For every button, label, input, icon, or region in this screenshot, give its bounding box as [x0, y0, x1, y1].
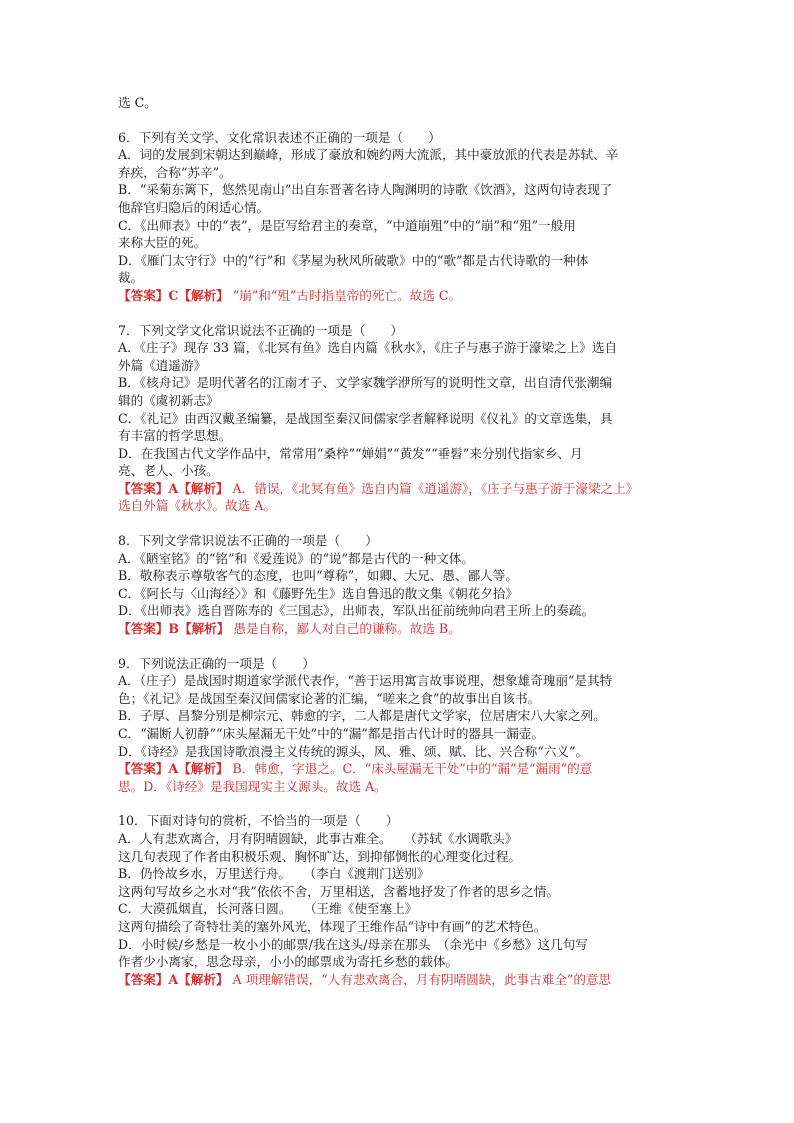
option-line: 作者少小离家，思念母亲，小小的邮票成为寄托乡愁的载体。: [118, 954, 459, 970]
question-block: [118, 812, 690, 988]
option-line: A．《庄子》现存 33 篇，《北冥有鱼》选自内篇《秋水》，《庄子与惠子游于濠梁之上》选自: [118, 340, 618, 356]
question-list: [118, 129, 690, 989]
answer-line: [118, 287, 690, 305]
option-line: 来称大臣的死。: [118, 235, 207, 251]
option-line: C．《出师表》中的“表”，是臣写给君主的奏章，“中道崩殂”中的“崩”和“殂”一般用: [118, 217, 576, 233]
option-line: A．人有悲欢离合，月有阴晴圆缺，此事古难全。 （苏轼《水调歌头》: [118, 830, 518, 846]
question-block: [118, 532, 690, 638]
option-line: C．《礼记》由西汉戴圣编纂，是战国至秦汉间儒家学者解释说明《仪礼》的文章选集，具: [118, 410, 613, 426]
option-line: C．大漠孤烟直，长河落日圆。 （王维《使至塞上》: [118, 901, 418, 917]
answer-text: 思。D．《诗经》是我国现实主义源头。故选 A。: [118, 778, 387, 794]
answer-text: 愚是自称，鄙人对自己的谦称。故选 B。: [229, 621, 461, 637]
option-line: 这几句表现了作者由积极乐观、胸怀旷达，到抑郁惆怅的心理变化过程。: [118, 848, 521, 864]
answer-tag: 【答案】C【解析】: [118, 287, 229, 303]
previous-answer-line: 选 C。: [118, 95, 157, 110]
answer-line: [118, 620, 690, 638]
option-line: A．《陋室铭》的“铭”和《爱莲说》的“说”都是古代的一种文体。: [118, 550, 474, 566]
previous-answer-tail: [118, 94, 690, 112]
option-line: 有丰富的哲学思想。: [118, 428, 232, 444]
answer-tag: 【答案】A【解析】: [118, 971, 229, 987]
answer-line: [118, 778, 690, 796]
option-line: 这两句写故乡之水对“我”依依不舍，万里相送，含蓄地抒发了作者的思乡之情。: [118, 883, 560, 899]
option-line: A．（庄子）是战国时期道家学派代表作，“善于运用寓言故事说理，想象雄奇瑰丽”是其特: [118, 673, 613, 689]
option-line: D．《雁门太守行》中的“行”和《茅屋为秋风所破歌》中的“歌”都是古代诗歌的一种体: [118, 252, 589, 268]
question-block: [118, 322, 690, 516]
option-line: A．词的发展到宋朝达到巅峰，形成了豪放和婉约两大流派，其中豪放派的代表是苏轼、辛: [118, 147, 619, 163]
option-line: D．《诗经》是我国诗歌浪漫主义传统的源头，风、雅、颂、赋、比、兴合称“六义”。: [118, 743, 589, 759]
option-line: B．敬称表示尊敬客气的态度，也叫“尊称”，如卿、大兄、愚、鄙人等。: [118, 568, 518, 584]
answer-line: [118, 480, 690, 498]
option-line: C．《阿长与〈山海经〉》和《藤野先生》选自鲁迅的散文集《朝花夕拾》: [118, 585, 519, 601]
answer-text: A 项理解错误，“人有悲欢离合，月有阴晴圆缺，此事古难全”的意思: [228, 971, 612, 987]
option-line: B．仍怜故乡水，万里送行舟。 （李白《渡荆门送别》: [118, 866, 430, 882]
option-line: B．子厚、昌黎分别是柳宗元、韩愈的字，二人都是唐代文学家，位居唐宋八大家之列。: [118, 708, 606, 724]
answer-tag: 【答案】A【解析】: [118, 761, 229, 777]
option-line: D．在我国古代文学作品中，常常用“桑梓”“婵娟”“黄发”“垂髫”来分别代指家乡、月: [118, 445, 583, 461]
option-line: B．“采菊东篱下，悠然见南山”出自东晋著名诗人陶渊明的诗歌《饮酒》，这两句诗表现了: [118, 182, 613, 198]
document-page: [118, 94, 690, 1005]
option-line: 辑的《虞初新志》: [118, 392, 219, 408]
option-line: 色；《礼记》是战国至秦汉间儒家论著的汇编，“嗟来之食”的故事出自该书。: [118, 690, 541, 706]
question-stem: 6．下列有关文学、文化常识表述不正确的一项是（ ）: [118, 129, 441, 145]
question-stem: 9．下列说法正确的一项是（ ）: [118, 655, 315, 671]
question-stem: 8．下列文学常识说法不正确的一项是（ ）: [118, 533, 378, 549]
option-line: 亮、老人、小孩。: [118, 463, 219, 479]
question-block: [118, 655, 690, 796]
answer-tag: 【答案】A【解析】: [118, 480, 229, 496]
question-stem: 10．下面对诗句的赏析，不恰当的一项是（ ）: [118, 813, 399, 829]
option-line: D．《出师表》选自晋陈寿的《三国志》，出师表，军队出征前统帅向君王所上的奏疏。: [118, 603, 595, 619]
answer-text: “崩”和“殂”古时指皇帝的死亡。故选 C。: [228, 287, 462, 303]
option-line: C．“漏断人初静”“床头屋漏无干处”中的“漏”都是指古代计时的器具一漏壶。: [118, 726, 545, 741]
answer-text: A．错误，《北冥有鱼》选自内篇《逍遥游》，《庄子与惠子游于濠梁之上》: [228, 480, 639, 496]
answer-tag: 【答案】B【解析】: [118, 621, 230, 637]
option-line: B．《核舟记》是明代著名的江南才子、文学家魏学洢所写的说明性文章，出自清代张潮编: [118, 375, 613, 391]
answer-text: B．韩愈，字退之。C．“床头屋漏无干处”中的“漏”是“漏雨”的意: [228, 761, 593, 777]
option-line: 弃疾，合称“苏辛”。: [118, 164, 232, 180]
option-line: 外篇《逍遥游》: [118, 357, 207, 373]
option-line: 他辞官归隐后的闲适心情。: [118, 199, 270, 215]
option-line: 裁。: [118, 270, 144, 286]
answer-line: [118, 760, 690, 778]
answer-line: [118, 971, 690, 989]
question-block: [118, 129, 690, 305]
answer-text: 选自外篇《秋水》。故选 A。: [118, 498, 276, 514]
option-line: 这两句描绘了奇特壮美的塞外风光，体现了王维作品“诗中有画”的艺术特色。: [118, 918, 547, 934]
option-line: D．小时候/乡愁是一枚小小的邮票/我在这头/母亲在那头 （余光中《乡愁》这几句写: [118, 936, 588, 952]
question-stem: 7．下列文学文化常识说法不正确的一项是（ ）: [118, 322, 404, 338]
answer-line: [118, 497, 690, 515]
